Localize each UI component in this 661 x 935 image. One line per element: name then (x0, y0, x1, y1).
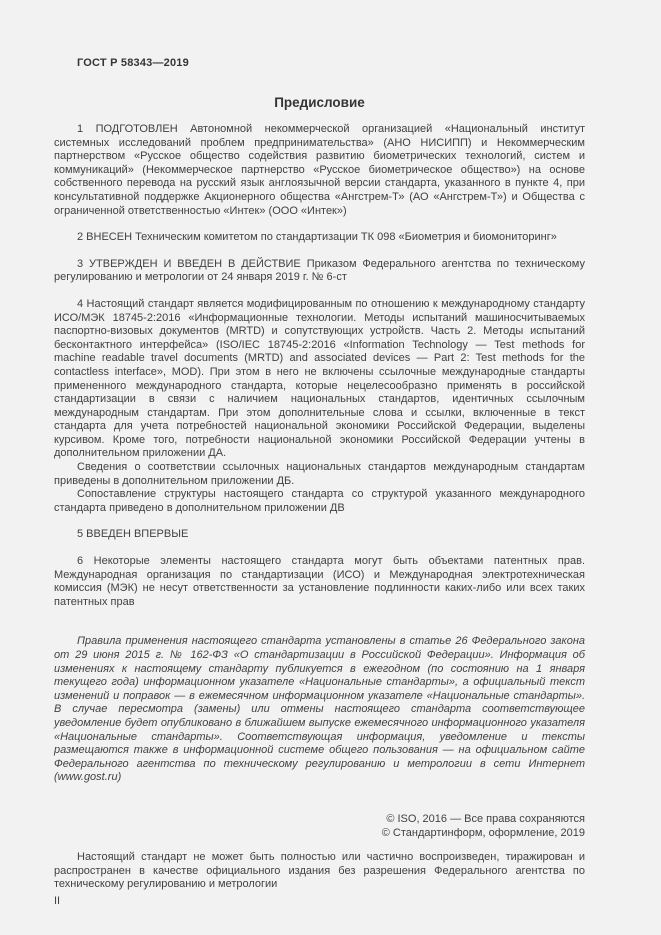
foreword-item-4-modified-standard: 4 Настоящий стандарт является модифицированным по отношению к международному стандарту ИСО/МЭК 18745-2:2016 «Информационные технологии. Методы испытаний машиносчитываемых паспортно-визовых документов (MRTD) и сопутствующих устройств. Часть 2. Методы испытаний бесконтактного интерфейса» (ISO/IEC 18745-2:2016 «Information Technology — Test methods for machine readable travel documents (MRTD) and associated devices — Part 2: Test methods for the contactless interface», MOD). При этом в него не включены ссылочные международные стандарты примененного международного стандарта, которые нецелесообразно применять в российской стандартизации в связи с наличием национальных стандартов, идентичных ссылочным международным стандартам. При этом дополнительные слова и ссылки, включенные в текст стандарта для учета потребностей национальной экономики Российской Федерации, выделены курсивом. Кроме того, потребности национальной экономики Российской Федерации учтены в дополнительном приложении ДА. (54, 297, 585, 460)
page-title: Предисловие (274, 95, 365, 110)
page-number: II (54, 894, 61, 907)
foreword-item-3-approved: 3 УТВЕРЖДЕН И ВВЕДЕН В ДЕЙСТВИЕ Приказом Федерального агентства по техническому регулированию и метрологии от 24 января 2019 г. № 6-ст (54, 257, 585, 284)
copyright-standartinform-line: © Стандартинформ, оформление, 2019 (381, 826, 585, 839)
copyright-block (54, 812, 585, 840)
foreword-item-6-patent-rights: 6 Некоторые элементы настоящего стандарта могут быть объектами патентных прав. Международная организация по стандартизации (ИСО) и Международная электротехническая комиссия (МЭК) не несут ответственности за установление подлинности каких-либо или всех таких патентных прав (54, 555, 585, 608)
foreword-item-5-first-edition: 5 ВВЕДЕН ВПЕРВЫЕ (77, 528, 189, 541)
foreword-item-4-appendix-dv-note: Сопоставление структуры настоящего стандарта со структурой указанного международного стандарта приведено в дополнительном приложении ДВ (54, 488, 585, 514)
foreword-item-4-appendix-db-note: Сведения о соответствии ссылочных национальных стандартов международным стандартам приведены в дополнительном приложении ДБ. (54, 461, 585, 487)
copyright-iso-line: © ISO, 2016 — Все права сохраняются (386, 812, 585, 825)
application-rules-paragraph: Правила применения настоящего стандарта установлены в статье 26 Федерального закона от 29 июня 2015 г. № 162-ФЗ «О стандартизации в Российской Федерации». Информация об изменениях к настоящему стандарту публикуется в ежегодном (по состоянию на 1 января текущего года) информационном указателе «Национальные стандарты», а официальный текст изменений и поправок — в ежемесячном информационном указателе «Национальные стандарты». В случае пересмотра (замены) или отмены настоящего стандарта соответствующее уведомление будет опубликовано в ближайшем выпуске ежемесячного информационного указателя «Национальные стандарты». Соответствующая информация, уведомление и тексты размещаются также в информационной системе общего пользования — на официальном сайте Федерального агентства по техническому регулированию и метрологии в сети Интернет (www.gost.ru) (54, 635, 585, 784)
document-code: ГОСТ Р 58343—2019 (77, 57, 189, 69)
reproduction-restriction-note: Настоящий стандарт не может быть полностью или частично воспроизведен, тиражирован и распространен в качестве официального издания без разрешения Федерального агентства по техническому регулированию и метрологии (54, 850, 585, 891)
foreword-item-2-submitted-by: 2 ВНЕСЕН Техническим комитетом по стандартизации ТК 098 «Биометрия и биомониторинг» (77, 231, 557, 244)
foreword-item-1-prepared-by: 1 ПОДГОТОВЛЕН Автономной некоммерческой организацией «Национальный институт системных исследований проблем предпринимательства» (АНО НИСИПП) и Некоммерческим партнерством «Русское общество содействия развитию биометрических технологий, систем и коммуникаций» (Некоммерческое партнерство «Русское биометрическое общество») на основе собственного перевода на русский язык англоязычной версии стандарта, указанного в пункте 4, при консультативной поддержке Акционерного общества «Ангстрем-Т» (АО «Ангстрем-Т») и Общества с ограниченной ответственностью «Интек» (ООО «Интек») (54, 123, 585, 217)
